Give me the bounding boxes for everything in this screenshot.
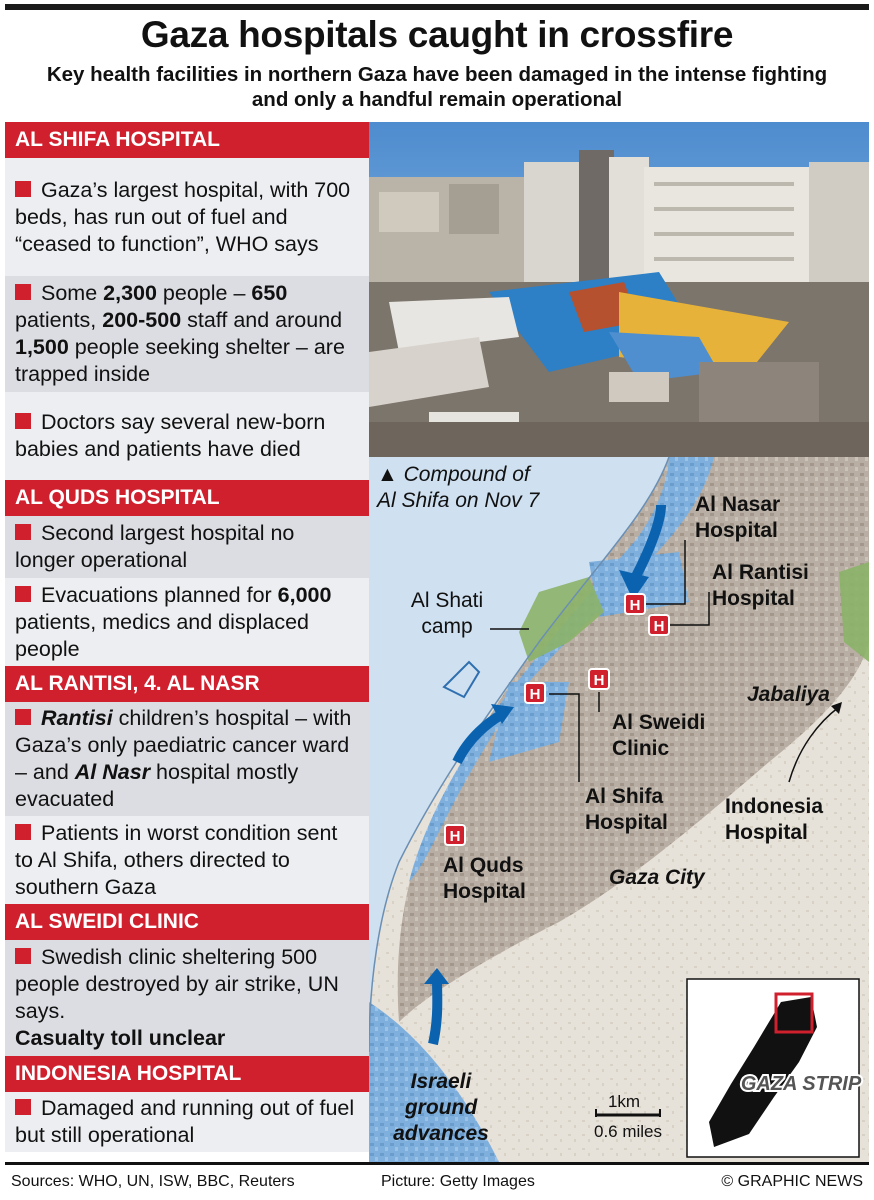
bullet-square-icon [15, 181, 31, 197]
label-indonesia: Indonesia Hospital [725, 795, 824, 844]
bullet-square-icon [15, 586, 31, 602]
top-rule [5, 4, 869, 10]
section-header-al-quds: AL QUDS HOSPITAL [5, 480, 369, 516]
inset-label: GAZA STRIP [740, 1073, 862, 1095]
svg-text:0.6 miles: 0.6 miles [593, 1122, 663, 1141]
svg-text:H: H [449, 828, 461, 845]
page-title: Gaza hospitals caught in crossfire [140, 14, 734, 55]
hospital-marker-al-shifa [525, 683, 545, 703]
section-header-indonesia: INDONESIA HOSPITAL [5, 1056, 369, 1092]
label-al-shati-camp: Al Shati camp [410, 589, 484, 638]
list-item: Some 2,300 people – 650 patients, 200-500 staff and around 1,500 people seeking shelter – are trapped inside [5, 276, 369, 392]
list-item: Patients in worst condition sent to Al Shifa, others directed to southern Gaza [5, 816, 369, 904]
photo-caption: ▲ Compound of Al Shifa on Nov 7 [377, 463, 540, 512]
list-item: Second largest hospital no longer operational [5, 516, 369, 578]
hospital-marker-al-nasar [625, 594, 645, 614]
list-item: Swedish clinic sheltering 500 people destroyed by air strike, UN says. Casualty toll unclear [5, 940, 369, 1056]
facility-list [5, 122, 369, 1162]
label-al-sweidi: Al Sweidi Clinic [612, 711, 706, 760]
bullet-square-icon [15, 709, 31, 725]
bullet-square-icon [15, 824, 31, 840]
list-item: Evacuations planned for 6,000 patients, medics and displaced people [5, 578, 369, 666]
list-item: Gaza’s largest hospital, with 700 beds, has run out of fuel and “ceased to function”, WHO says [5, 158, 369, 276]
section-header-al-shifa: AL SHIFA HOSPITAL [5, 122, 369, 158]
bullet-square-icon [15, 284, 31, 300]
label-al-shifa: Al Shifa Hospital [585, 785, 668, 834]
advance-arrow-icon [433, 980, 437, 1044]
svg-text:H: H [529, 686, 541, 703]
al-shifa-compound-photo [369, 122, 869, 457]
bullet-square-icon [15, 948, 31, 964]
label-al-nasar: Al Nasar Hospital [695, 493, 781, 542]
section-header-al-sweidi: AL SWEIDI CLINIC [5, 904, 369, 940]
footer [5, 1162, 869, 1197]
list-item: Rantisi children’s hospital – with Gaza’s only paediatric cancer ward – and Al Nasr hospital mostly evacuated [5, 702, 369, 816]
label-al-rantisi: Al Rantisi Hospital [712, 561, 809, 610]
list-item: Damaged and running out of fuel but still operational [5, 1092, 369, 1152]
section-header-al-rantisi: AL RANTISI, 4. AL NASR [5, 666, 369, 702]
page-subtitle: Key health facilities in northern Gaza have been damaged in the intense fighting and only a handful remain operational [46, 63, 828, 111]
footer-sources: Sources: WHO, UN, ISW, BBC, Reuters [11, 1173, 295, 1190]
label-al-quds: Al Quds Hospital [443, 854, 526, 903]
svg-text:H: H [653, 618, 665, 635]
hospital-marker-al-sweidi [589, 669, 609, 689]
label-israeli-advances: Israeli ground advances [393, 1070, 489, 1145]
map-panel [369, 122, 869, 1162]
bullet-square-icon [15, 413, 31, 429]
hospital-marker-al-rantisi [649, 615, 669, 635]
label-jabaliya: Jabaliya [747, 683, 830, 706]
footer-picture-credit: Picture: Getty Images [381, 1173, 535, 1190]
svg-text:H: H [593, 672, 605, 689]
footer-copyright: © GRAPHIC NEWS [721, 1173, 863, 1190]
svg-text:1km: 1km [607, 1092, 641, 1111]
inset-map-gaza-strip [687, 979, 862, 1157]
list-item: Doctors say several new-born babies and patients have died [5, 392, 369, 480]
label-gaza-city: Gaza City [609, 866, 705, 889]
bullet-square-icon [15, 1099, 31, 1115]
bullet-square-icon [15, 524, 31, 540]
hospital-marker-al-quds [445, 825, 465, 845]
svg-text:H: H [629, 597, 641, 614]
